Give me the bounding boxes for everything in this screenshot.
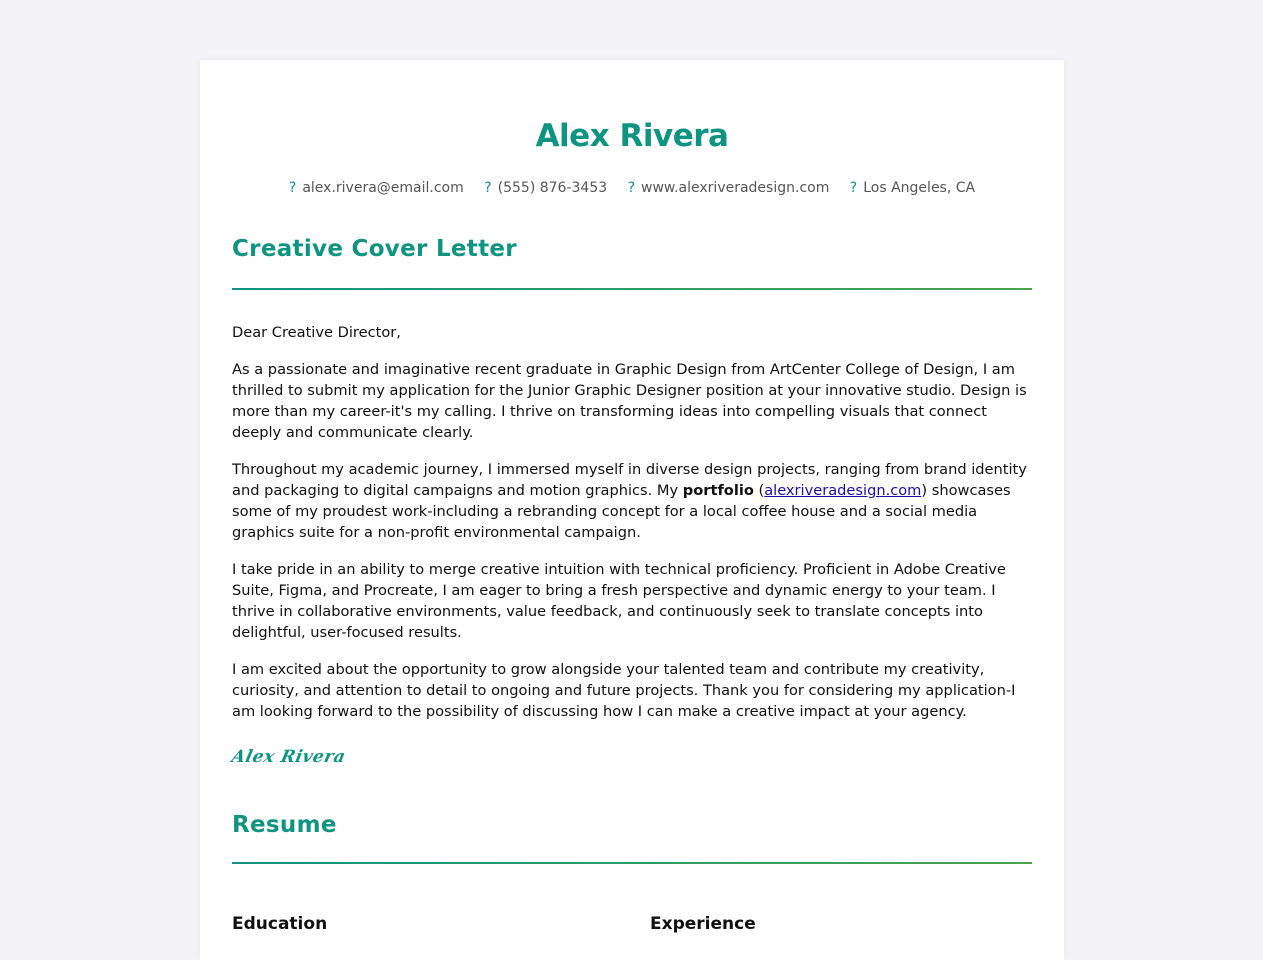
contact-email[interactable] <box>289 180 464 196</box>
candidate-name: Alex Rivera <box>535 118 729 154</box>
letter-paragraph-4: I am excited about the opportunity to grow alongside your talented team and contribute my creativity, curiosity, and attention to detail to ongoing and future projects. Thank you for considering my application-I am looking forward to the possibility of discussing how I can make a creative impact at your agency. <box>232 661 1016 720</box>
letter-paragraph-1: As a passionate and imaginative recent graduate in Graphic Design from ArtCenter College of Design, I am thrilled to submit my application for the Junior Graphic Designer position at your innovative studio. Design is more than my career-it's my calling. I thrive on transforming ideas into compelling visuals that connect deeply and communicate clearly. <box>232 361 1027 441</box>
document-page <box>200 60 1064 960</box>
education-heading: Education <box>232 914 328 934</box>
cover-letter-title: Creative Cover Letter <box>232 236 517 262</box>
cover-letter-divider <box>232 288 1032 290</box>
letter-paragraph-3: I take pride in an ability to merge creative intuition with technical proficiency. Proficient in Adobe Creative Suite, Figma, and Procreate, I am eager to bring a fresh perspective and dynamic energy to your team. I thrive in collaborative environments, value feedback, and continuously seek to translate concepts into delightful, user-focused results. <box>232 561 1006 641</box>
contact-phone-text: (555) 876-3453 <box>497 180 608 196</box>
contact-location-text: Los Angeles, CA <box>863 180 976 196</box>
email-icon: ? <box>288 180 297 196</box>
experience-heading: Experience <box>650 914 756 934</box>
letter-paragraph-2 <box>232 459 1032 543</box>
contact-bar <box>232 180 1032 196</box>
location-icon: ? <box>849 180 858 196</box>
letter-paragraph-2-intro: Throughout my academic journey, I immersed myself in diverse design projects, ranging from brand identity and packaging to digital campaigns and motion graphics. My <box>232 461 1027 499</box>
portfolio-link[interactable]: alexriveradesign.com <box>764 482 922 499</box>
letter-salutation: Dear Creative Director, <box>232 324 401 341</box>
open-paren: ( <box>753 482 765 499</box>
contact-location <box>850 180 975 196</box>
contact-email-text: alex.rivera@email.com <box>302 180 464 196</box>
contact-phone[interactable] <box>484 180 607 196</box>
contact-website-text: www.alexriveradesign.com <box>641 180 830 196</box>
resume-divider <box>232 862 1032 864</box>
contact-website[interactable] <box>628 180 830 196</box>
phone-icon: ? <box>484 180 492 196</box>
letter-paragraph-2-rest: ) showcases some of my proudest work-including a rebranding concept for a local coffee house and a social media graphics suite for a non-profit environmental campaign. <box>232 482 1011 541</box>
portfolio-emphasis: portfolio <box>682 482 754 499</box>
resume-title: Resume <box>232 812 337 838</box>
globe-icon: ? <box>627 180 636 196</box>
cover-letter-body <box>232 322 1032 738</box>
signature: Alex Rivera <box>229 747 348 767</box>
